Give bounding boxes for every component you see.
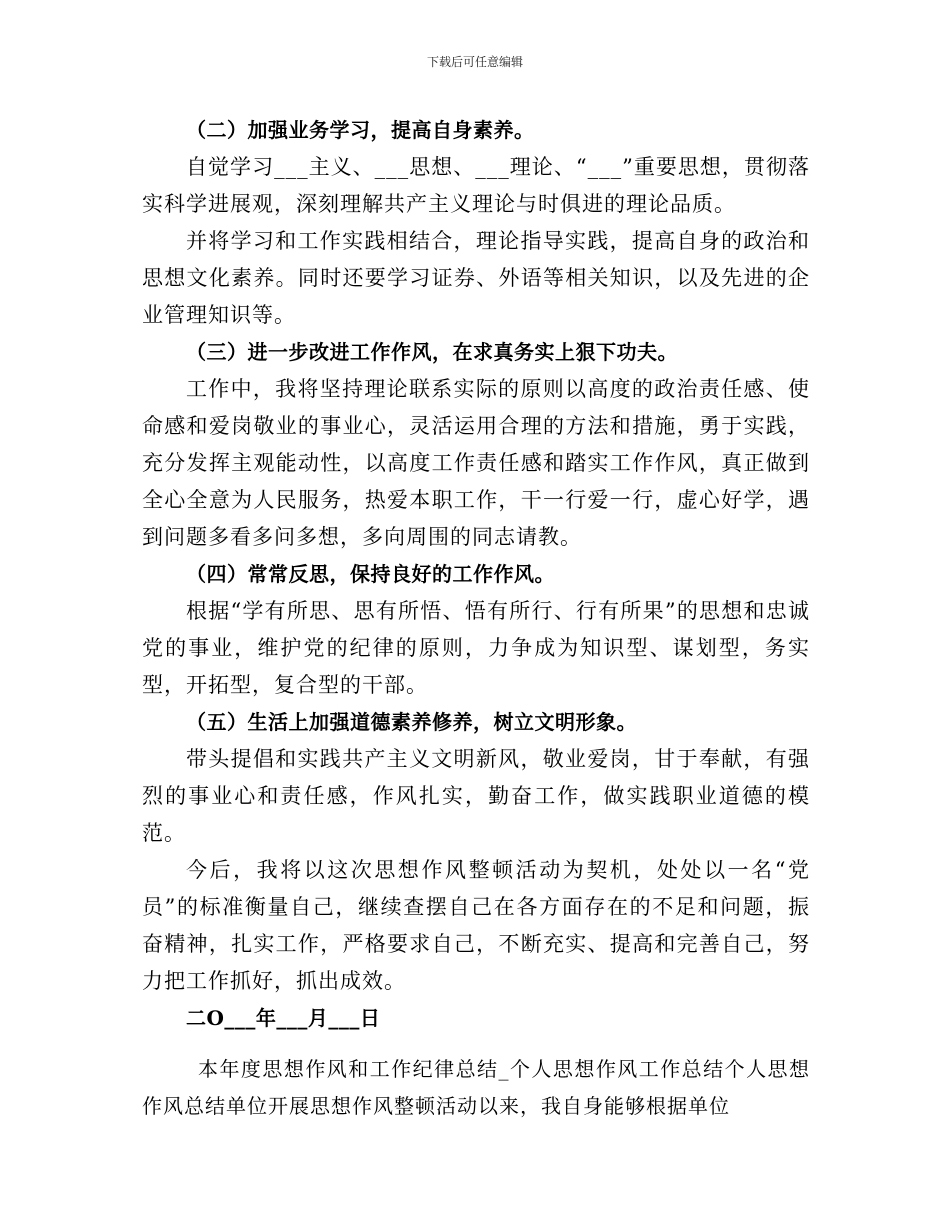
section-3-paragraph-1: 工作中，我将坚持理论联系实际的原则以高度的政治责任感、使命感和爱岗敬业的事业心，灵活运用合理的方法和措施，勇于实践，充分发挥主观能动性，以高度工作责任感和踏实工作作风，真正做到全心全意为人民服务，热爱本职工作，干一行爱一行，虚心好学，遇到问题多看多问多想，多向周围的同志请教。 (142, 377, 810, 549)
date-line: 二O___年___月___日 (186, 1006, 381, 1030)
section-4-paragraph-1: 根据“学有所思、思有所悟、悟有所行、行有所果”的思想和忠诚党的事业，维护党的纪律的原则，力争成为知识型、谋划型，务实型，开拓型，复合型的干部。 (142, 599, 810, 697)
section-5-paragraph-2: 今后，我将以这次思想作风整顿活动为契机，处处以一名“党员”的标准衡量自己，继续查摆自己在各方面存在的不足和问题，振奋精神，扎实工作，严格要求自己，不断充实、提高和完善自己，努力把工作抓好，抓出成效。 (142, 858, 810, 993)
section-heading-5: （五）生活上加强道德素养修养，树立文明形象。 (186, 710, 637, 734)
tail-paragraph: 本年度思想作风和工作纪律总结_个人思想作风工作总结个人思想作风总结单位开展思想作风整顿活动以来，我自身能够根据单位 (142, 1057, 810, 1118)
section-2-paragraph-1: 自觉学习___主义、___思想、___理论、“___”重要思想，贯彻落实科学进展观，深刻理解共产主义理论与时俱进的理论品质。 (142, 155, 810, 216)
section-2-paragraph-2: 并将学习和工作实践相结合，理论指导实践，提高自身的政治和思想文化素养。同时还要学习证券、外语等相关知识，以及先进的企业管理知识等。 (142, 229, 810, 327)
header-note: 下载后可任意编辑 (426, 55, 523, 69)
section-heading-4: （四）常常反思，保持良好的工作作风。 (186, 562, 555, 586)
section-heading-3: （三）进一步改进工作作风，在求真务实上狠下功夫。 (186, 340, 678, 364)
document-body (142, 112, 810, 1125)
section-5-paragraph-1: 带头提倡和实践共产主义文明新风，敬业爱岗，甘于奉献，有强烈的事业心和责任感，作风扎实，勤奋工作，做实践职业道德的模范。 (142, 747, 810, 845)
section-heading-2: （二）加强业务学习，提高自身素养。 (186, 118, 535, 142)
